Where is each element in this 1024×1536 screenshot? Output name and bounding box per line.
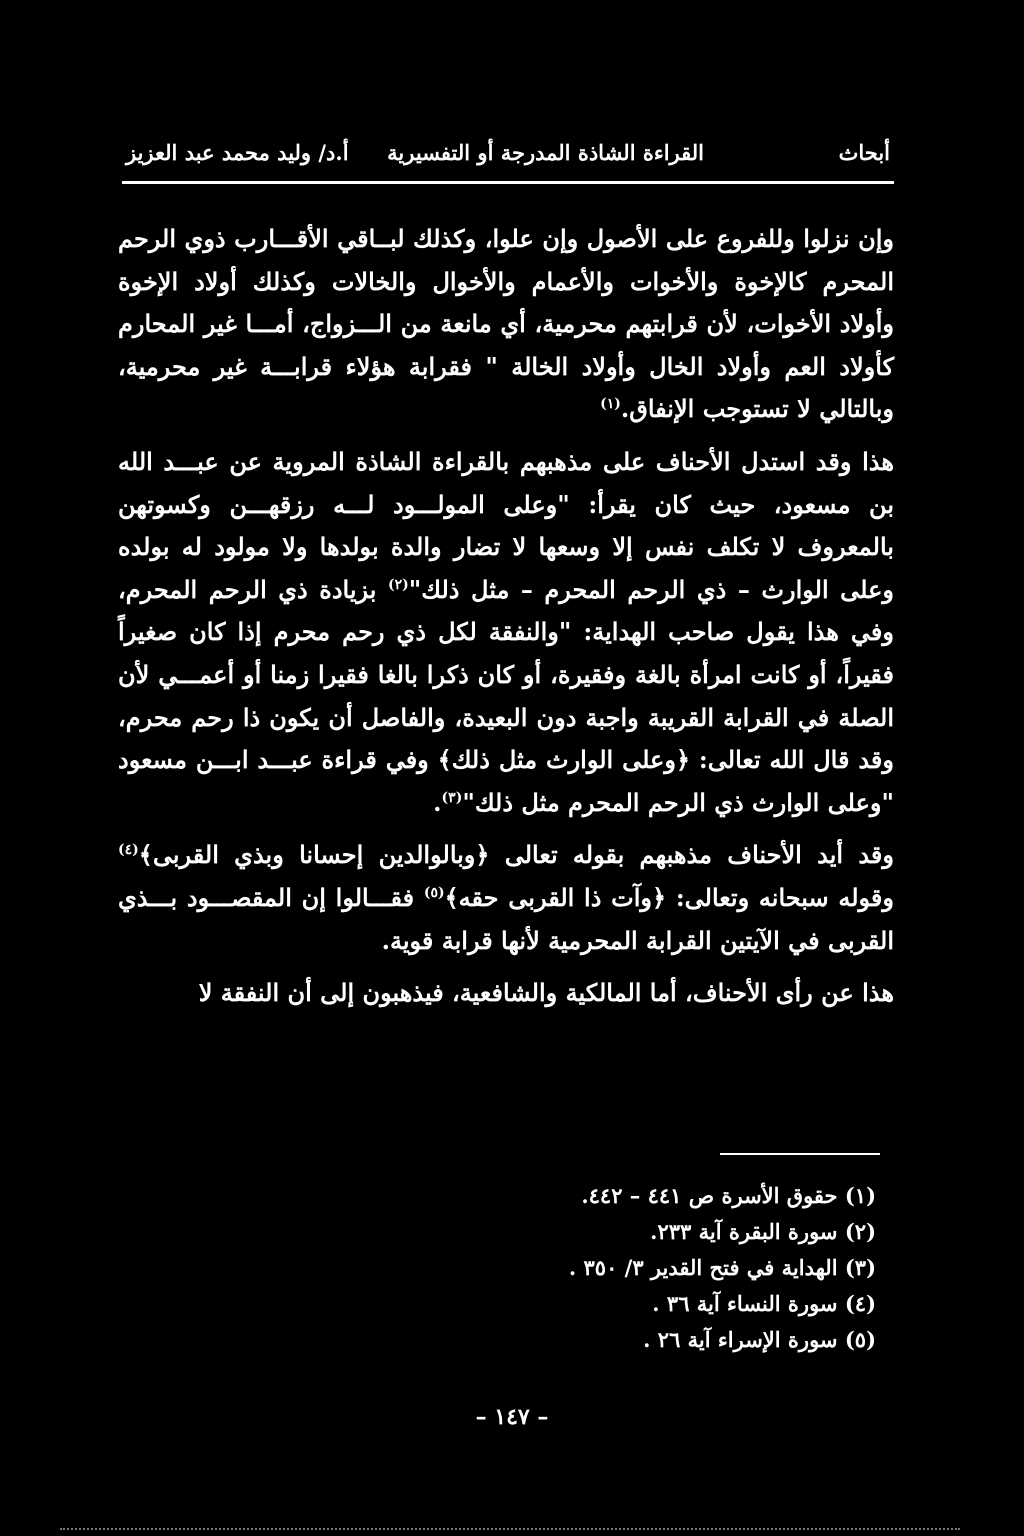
footnote-4: (٤) سورة النساء آية ٣٦ . xyxy=(652,1291,876,1316)
footnote-ref-5: (٥) xyxy=(423,884,445,901)
paragraph-4-text: هذا عن رأى الأحناف، أما المالكية والشافعية، فيذهبون إلى أن النفقة لا xyxy=(198,978,894,1008)
footnote-ref-4: (٤) xyxy=(118,842,139,859)
header-divider xyxy=(122,181,894,184)
footnote-5: (٥) سورة الإسراء آية ٢٦ . xyxy=(643,1327,876,1352)
header-author: أ.د/ وليد محمد عبد العزيز xyxy=(126,140,349,165)
paragraph-2-text-after: بزيادة ذي الرحم المحرم، وفي هذا يقول صاحب الهداية: "والنفقة لكل ذي رحم محرم إذا كان صغيراً فقيراً، أو كانت امرأة بالغة وفقيرة، أو كان ذكرا بالغا فقيرا زمنا أو أعمـــي لأن الصلة في القرابة القريبة واجبة دون البعيدة، والفاصل أن يكون ذا رحم محرم، وقد قال الله تعالى: ﴿وعلى الوارث مثل ذلك﴾ وفي قراءة عبـــد ابـــن مسعود "وعلى الوارث ذي الرحم المحرم مثل ذلك" xyxy=(118,574,894,817)
footnote-ref-1: (١) xyxy=(600,396,621,413)
page-number: – ١٤٧ – xyxy=(475,1404,549,1430)
paragraph-2-text: هذا وقد استدل الأحناف على مذهبهم بالقراءة الشاذة المروية عن عبـــد الله بن مسعود، حيث كان يقرأ: "وعلى المولـــود لـــه رزقهـــن وكسوتهن بالمعروف لا تكلف نفس إلا وسعها لا تضار والدة بولدها ولا مولود له بولده وعلى الوارث – ذي الرحم المحرم – مثل ذلك" xyxy=(118,446,895,604)
footnote-divider xyxy=(720,1153,880,1155)
paragraph-3-text-end: فقـــالوا إن المقصـــود بـــذي القربى في الآيتين القرابة المحرمية لأنها قرابة قوية. xyxy=(118,882,894,955)
paragraph-3-text: وقد أيد الأحناف مذهبهم بقوله تعالى ﴿وبالوالدين إحسانا وبذي القربى﴾ xyxy=(138,840,894,870)
paragraph-2-text-end: . xyxy=(433,787,442,817)
running-header xyxy=(122,140,894,174)
footnote-ref-3: (٣) xyxy=(441,789,463,806)
paragraph-3-text-after: وقوله سبحانه وتعالى: ﴿وآت ذا القربى حقه﴾ xyxy=(444,882,894,912)
header-section: أبحاث xyxy=(838,140,890,165)
body-text xyxy=(118,218,894,1015)
footnote-1: (١) حقوق الأسرة ص ٤٤١ – ٤٤٢. xyxy=(581,1183,876,1208)
paragraph-4 xyxy=(118,972,894,1015)
paragraph-1-text: وإن نزلوا وللفروع على الأصول وإن علوا، وكذلك لبــاقي الأقـــارب ذوي الرحم المحرم كالإخوة والأخوات والأعمام والأخوال والخالات وكذلك أولاد الإخوة وأولاد الأخوات، لأن قرابتهم محرمية، أي مانعة من الـــزواج، أمـــا غير المحارم كأولاد العم وأولاد الخال وأولاد الخالة " فقرابة هؤلاء قرابـــة غير محرمية، وبالتالي لا تستوجب الإنفاق. xyxy=(118,224,894,424)
footnotes xyxy=(400,1178,876,1358)
bottom-edge-line xyxy=(60,1528,960,1532)
header-title: القراءة الشاذة المدرجة أو التفسيرية xyxy=(387,140,704,165)
footnote-ref-2: (٢) xyxy=(387,576,409,593)
paragraph-1 xyxy=(118,218,894,431)
footnote-2: (٢) سورة البقرة آية ٢٣٣. xyxy=(650,1219,876,1244)
footnote-3: (٣) الهداية في فتح القدير ٣/ ٣٥٠ . xyxy=(568,1255,876,1280)
paragraph-2 xyxy=(118,441,894,824)
paragraph-3 xyxy=(118,834,894,962)
